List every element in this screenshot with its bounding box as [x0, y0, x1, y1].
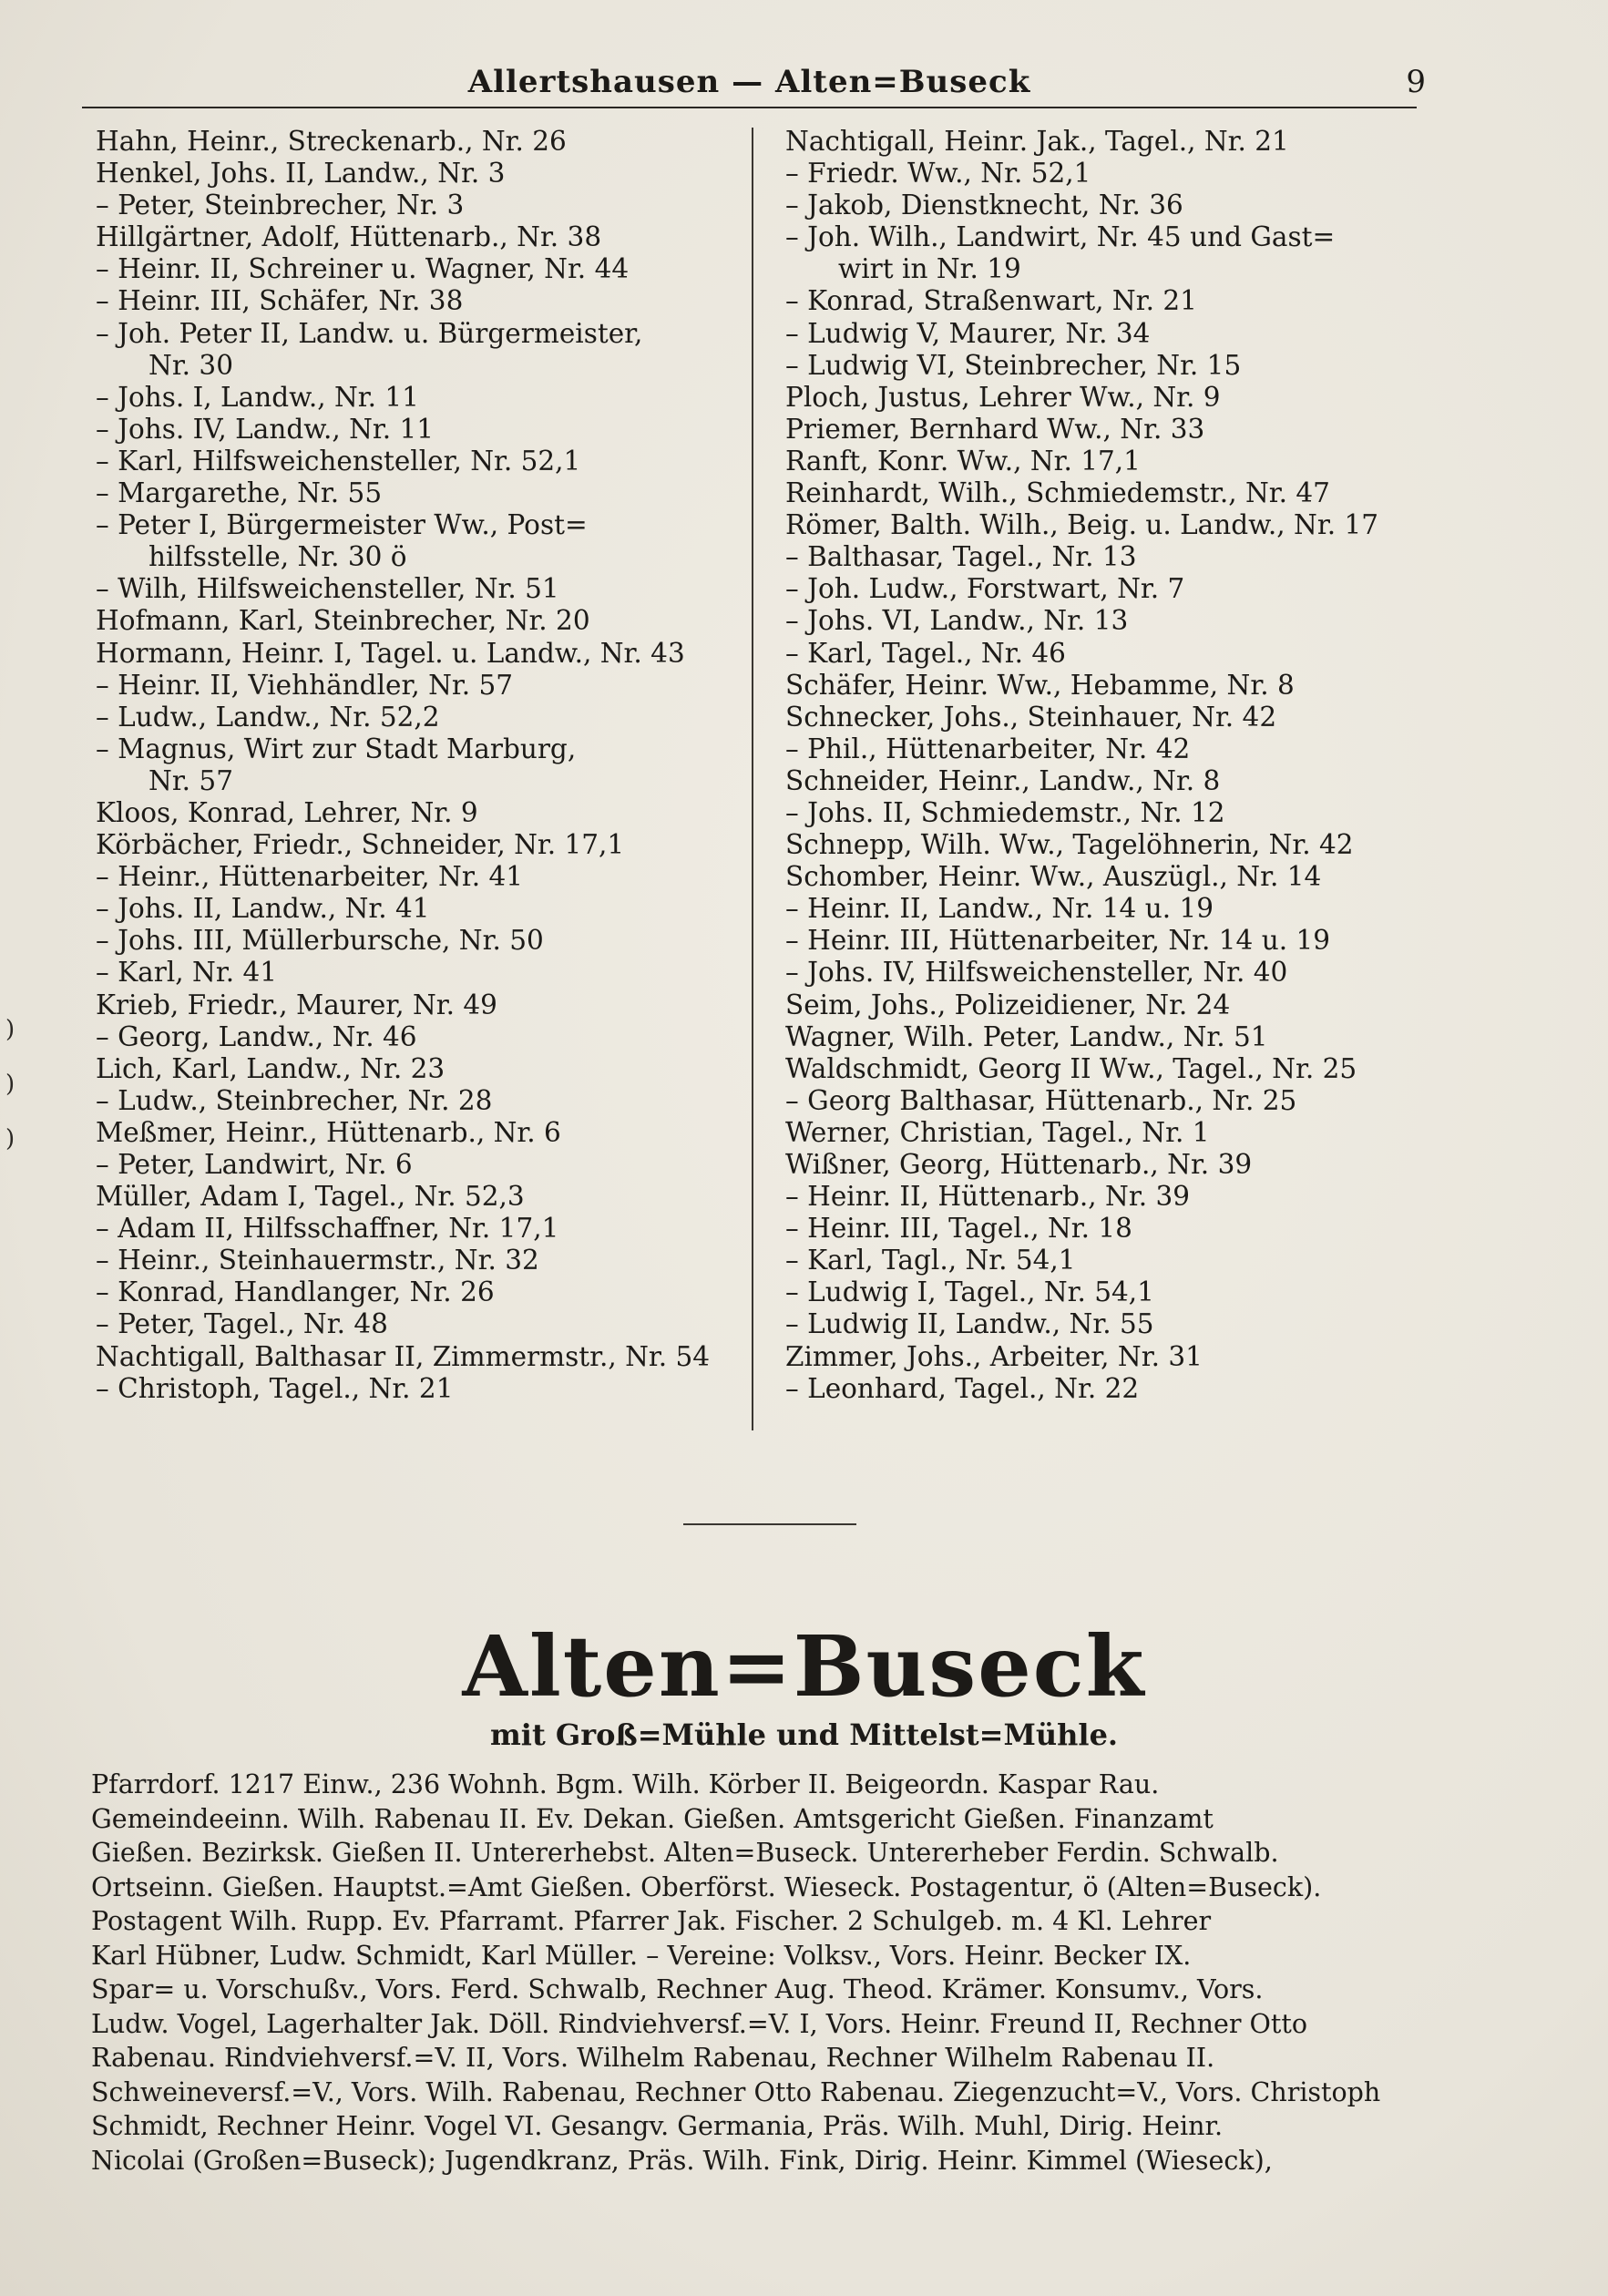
- directory-entry: – Johs. IV, Hilfsweichensteller, Nr. 40: [785, 957, 1288, 989]
- directory-entry: – Johs. II, Landw., Nr. 41: [96, 893, 430, 925]
- directory-entry: Nachtigall, Heinr. Jak., Tagel., Nr. 21: [785, 126, 1289, 157]
- directory-entry: – Ludwig I, Tagel., Nr. 54,1: [785, 1276, 1154, 1308]
- directory-entry: Nr. 57: [149, 764, 233, 796]
- directory-entry: – Georg Balthasar, Hüttenarb., Nr. 25: [785, 1084, 1297, 1116]
- directory-entry: – Wilh, Hilfsweichensteller, Nr. 51: [96, 573, 559, 605]
- page-number: 9: [1406, 64, 1426, 100]
- page-header: [82, 56, 1426, 111]
- directory-entry: Römer, Balth. Wilh., Beig. u. Landw., Nr. 17: [785, 509, 1379, 541]
- directory-entry: – Peter, Landwirt, Nr. 6: [96, 1149, 413, 1180]
- info-line: Gemeindeeinn. Wilh. Rabenau II. Ev. Dekan. Gießen. Amtsgericht Gießen. Finanzamt: [91, 1803, 1214, 1834]
- directory-entry: – Joh. Ludw., Forstwart, Nr. 7: [785, 573, 1185, 605]
- directory-entry: – Heinr. III, Hüttenarbeiter, Nr. 14 u. 19: [785, 925, 1330, 957]
- directory-entry: Reinhardt, Wilh., Schmiedemstr., Nr. 47: [785, 477, 1330, 509]
- header-rule: [82, 107, 1417, 108]
- directory-entry: Hofmann, Karl, Steinbrecher, Nr. 20: [96, 605, 590, 637]
- directory-entry: – Konrad, Handlanger, Nr. 26: [96, 1276, 495, 1308]
- directory-entry: – Konrad, Straßenwart, Nr. 21: [785, 285, 1197, 317]
- directory-entry: Priemer, Bernhard Ww., Nr. 33: [785, 413, 1205, 445]
- directory-entry: Nachtigall, Balthasar II, Zimmermstr., Nr. 54: [96, 1340, 711, 1372]
- directory-entry: – Adam II, Hilfsschaffner, Nr. 17,1: [96, 1213, 559, 1245]
- section-title: Alten=Buseck: [462, 1617, 1146, 1716]
- town-info-paragraph: [91, 1768, 1426, 2178]
- directory-entry: – Friedr. Ww., Nr. 52,1: [785, 158, 1091, 190]
- directory-entry: Waldschmidt, Georg II Ww., Tagel., Nr. 25: [785, 1052, 1357, 1084]
- directory-entry: Schneider, Heinr., Landw., Nr. 8: [785, 764, 1221, 796]
- directory-entry: – Johs. IV, Landw., Nr. 11: [96, 413, 435, 445]
- directory-entry: hilfsstelle, Nr. 30 ö: [149, 541, 407, 573]
- directory-entry: Ranft, Konr. Ww., Nr. 17,1: [785, 445, 1141, 477]
- info-line: Postagent Wilh. Rupp. Ev. Pfarramt. Pfarrer Jak. Fischer. 2 Schulgeb. m. 4 Kl. Lehrer: [91, 1906, 1212, 1936]
- info-line: Schmidt, Rechner Heinr. Vogel VI. Gesangv. Germania, Präs. Wilh. Muhl, Dirig. Heinr.: [91, 2111, 1224, 2141]
- directory-entry: Schäfer, Heinr. Ww., Hebamme, Nr. 8: [785, 669, 1295, 701]
- directory-entry: Kloos, Konrad, Lehrer, Nr. 9: [96, 796, 478, 828]
- margin-marks: ) ) ): [5, 1016, 15, 1153]
- directory-entry: Zimmer, Johs., Arbeiter, Nr. 31: [785, 1340, 1203, 1372]
- directory-entry: – Heinr. III, Schäfer, Nr. 38: [96, 285, 464, 317]
- section-subtitle: mit Groß=Mühle und Mittelst=Mühle.: [489, 1717, 1119, 1752]
- directory-entry: – Peter I, Bürgermeister Ww., Post=: [96, 509, 588, 541]
- directory-entry: – Leonhard, Tagel., Nr. 22: [785, 1372, 1140, 1404]
- directory-entry: Seim, Johs., Polizeidiener, Nr. 24: [785, 989, 1231, 1020]
- directory-entry: – Ludw., Landw., Nr. 52,2: [96, 701, 440, 733]
- directory-entry: – Johs. VI, Landw., Nr. 13: [785, 605, 1129, 637]
- directory-entry: – Jakob, Dienstknecht, Nr. 36: [785, 190, 1183, 221]
- directory-entry: – Joh. Peter II, Landw. u. Bürgermeister,: [96, 317, 643, 349]
- directory-entry: Nr. 30: [149, 349, 233, 381]
- directory-entry: Hillgärtner, Adolf, Hüttenarb., Nr. 38: [96, 221, 602, 253]
- right-directory-column: [785, 126, 1423, 1405]
- directory-entry: Lich, Karl, Landw., Nr. 23: [96, 1052, 446, 1084]
- directory-entry: Hahn, Heinr., Streckenarb., Nr. 26: [96, 126, 567, 157]
- directory-entry: – Heinr., Steinhauermstr., Nr. 32: [96, 1245, 539, 1276]
- directory-entry: Meßmer, Heinr., Hüttenarb., Nr. 6: [96, 1116, 561, 1148]
- left-directory-column: [96, 126, 743, 1405]
- directory-entry: – Karl, Tagl., Nr. 54,1: [785, 1245, 1076, 1276]
- directory-entry: – Ludw., Steinbrecher, Nr. 28: [96, 1084, 493, 1116]
- directory-entry: – Ludwig VI, Steinbrecher, Nr. 15: [785, 349, 1242, 381]
- directory-entry: – Joh. Wilh., Landwirt, Nr. 45 und Gast=: [785, 221, 1336, 253]
- directory-entry: – Georg, Landw., Nr. 46: [96, 1020, 417, 1052]
- directory-entry: wirt in Nr. 19: [838, 253, 1021, 285]
- directory-entry: – Karl, Tagel., Nr. 46: [785, 637, 1066, 669]
- directory-entry: – Phil., Hüttenarbeiter, Nr. 42: [785, 733, 1191, 764]
- directory-entry: – Peter, Tagel., Nr. 48: [96, 1308, 388, 1340]
- directory-entry: Schnepp, Wilh. Ww., Tagelöhnerin, Nr. 42: [785, 829, 1354, 861]
- directory-entry: – Margarethe, Nr. 55: [96, 477, 383, 509]
- directory-entry: Ploch, Justus, Lehrer Ww., Nr. 9: [785, 381, 1221, 413]
- directory-entry: – Heinr. III, Tagel., Nr. 18: [785, 1213, 1132, 1245]
- directory-entry: – Christoph, Tagel., Nr. 21: [96, 1372, 454, 1404]
- directory-entry: – Heinr., Hüttenarbeiter, Nr. 41: [96, 861, 523, 893]
- directory-entry: Körbächer, Friedr., Schneider, Nr. 17,1: [96, 829, 625, 861]
- directory-entry: Hormann, Heinr. I, Tagel. u. Landw., Nr. 43: [96, 637, 685, 669]
- directory-entry: Schnecker, Johs., Steinhauer, Nr. 42: [785, 701, 1277, 733]
- directory-entry: – Balthasar, Tagel., Nr. 13: [785, 541, 1137, 573]
- section-separator: [683, 1523, 856, 1525]
- directory-entry: Schomber, Heinr. Ww., Auszügl., Nr. 14: [785, 861, 1322, 893]
- directory-entry: – Ludwig II, Landw., Nr. 55: [785, 1308, 1154, 1340]
- info-line: Rabenau. Rindviehversf.=V. II, Vors. Wilhelm Rabenau, Rechner Wilhelm Rabenau II.: [91, 2043, 1215, 2073]
- directory-entry: – Heinr. II, Landw., Nr. 14 u. 19: [785, 893, 1214, 925]
- directory-entry: Wagner, Wilh. Peter, Landw., Nr. 51: [785, 1020, 1268, 1052]
- directory-entry: – Heinr. II, Hüttenarb., Nr. 39: [785, 1181, 1190, 1213]
- column-divider: [752, 128, 753, 1430]
- directory-entry: – Johs. II, Schmiedemstr., Nr. 12: [785, 796, 1225, 828]
- directory-entry: Müller, Adam I, Tagel., Nr. 52,3: [96, 1181, 525, 1213]
- info-line: Ortseinn. Gießen. Hauptst.=Amt Gießen. Oberförst. Wieseck. Postagentur, ö (Alten=Buseck).: [91, 1871, 1322, 1902]
- directory-entry: – Heinr. II, Schreiner u. Wagner, Nr. 44: [96, 253, 630, 285]
- directory-entry: Krieb, Friedr., Maurer, Nr. 49: [96, 989, 497, 1020]
- info-line: Ludw. Vogel, Lagerhalter Jak. Döll. Rindviehversf.=V. I, Vors. Heinr. Freund II, Rechner Otto: [91, 2008, 1307, 2039]
- directory-entry: – Magnus, Wirt zur Stadt Marburg,: [96, 733, 577, 764]
- info-line: Schweineversf.=V., Vors. Wilh. Rabenau, Rechner Otto Rabenau. Ziegenzucht=V., Vors. Christoph: [91, 2076, 1381, 2107]
- directory-entry: Wißner, Georg, Hüttenarb., Nr. 39: [785, 1149, 1253, 1180]
- info-line: Gießen. Bezirksk. Gießen II. Untererhebst. Alten=Buseck. Untererheber Ferdin. Schwalb.: [91, 1838, 1279, 1868]
- info-line: Nicolai (Großen=Buseck); Jugendkranz, Präs. Wilh. Fink, Dirig. Heinr. Kimmel (Wieseck),: [91, 2145, 1273, 2176]
- directory-entry: – Heinr. II, Viehhändler, Nr. 57: [96, 669, 514, 701]
- running-title: Allertshausen — Alten=Buseck: [467, 64, 1031, 100]
- directory-entry: Werner, Christian, Tagel., Nr. 1: [785, 1116, 1210, 1148]
- directory-entry: – Johs. I, Landw., Nr. 11: [96, 381, 419, 413]
- directory-entry: – Ludwig V, Maurer, Nr. 34: [785, 317, 1151, 349]
- directory-entry: Henkel, Johs. II, Landw., Nr. 3: [96, 158, 506, 190]
- directory-entry: – Peter, Steinbrecher, Nr. 3: [96, 190, 465, 221]
- directory-entry: – Karl, Hilfsweichensteller, Nr. 52,1: [96, 445, 581, 477]
- info-line: Karl Hübner, Ludw. Schmidt, Karl Müller. – Vereine: Volksv., Vors. Heinr. Becker IX.: [91, 1940, 1192, 1971]
- directory-entry: – Johs. III, Müllerbursche, Nr. 50: [96, 925, 544, 957]
- info-line: Spar= u. Vorschußv., Vors. Ferd. Schwalb, Rechner Aug. Theod. Krämer. Konsumv., Vors.: [91, 1974, 1264, 2004]
- info-line: Pfarrdorf. 1217 Einw., 236 Wohnh. Bgm. Wilh. Körber II. Beigeordn. Kaspar Rau.: [91, 1769, 1160, 1799]
- directory-entry: – Karl, Nr. 41: [96, 957, 278, 989]
